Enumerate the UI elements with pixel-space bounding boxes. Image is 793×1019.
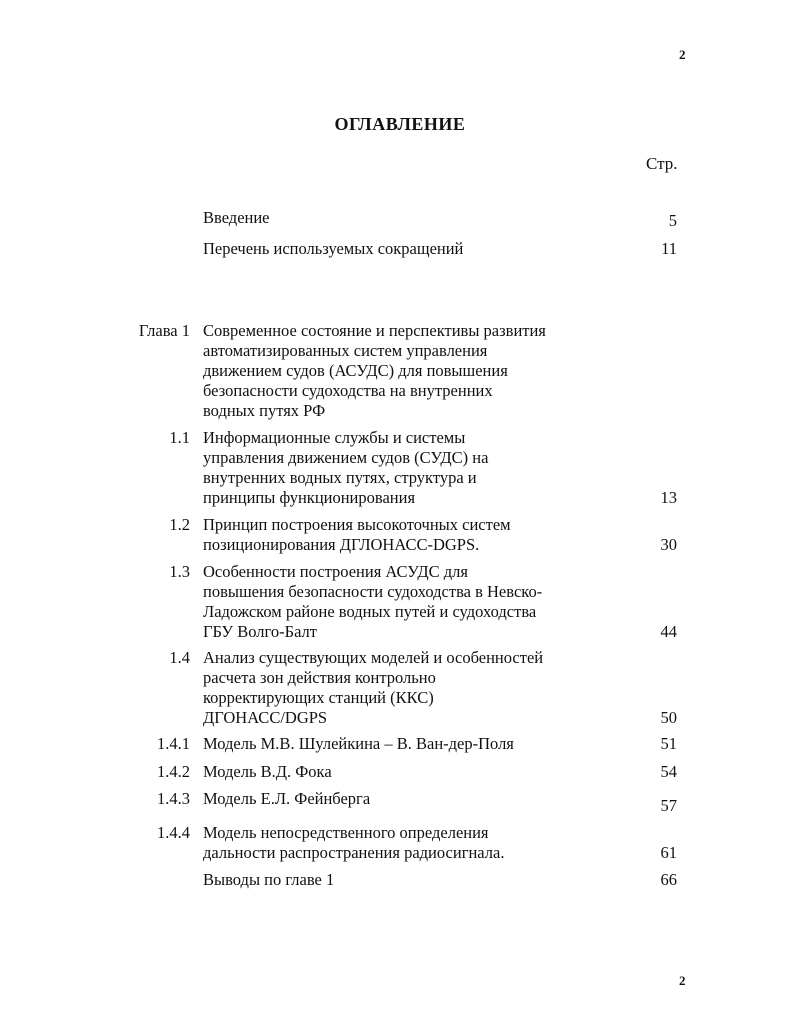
toc-entry-page: 61 bbox=[660, 843, 677, 862]
page-number-top: 2 bbox=[679, 47, 686, 62]
page-column-label: Стр. bbox=[646, 154, 678, 173]
toc-entry-page: 50 bbox=[660, 708, 677, 727]
toc-entry-title-line: движением судов (АСУДС) для повышения bbox=[203, 361, 508, 380]
toc-entry-number: 1.1 bbox=[169, 428, 190, 447]
toc-entry-title-line: расчета зон действия контрольно bbox=[203, 668, 436, 687]
toc-entry-number: Глава 1 bbox=[138, 321, 190, 340]
toc-entry-page: 13 bbox=[660, 488, 677, 507]
toc-entry-number: 1.4.1 bbox=[157, 734, 190, 753]
toc-entry-page: 11 bbox=[661, 239, 677, 258]
toc-entry-page: 30 bbox=[660, 535, 677, 554]
page-number-bottom: 2 bbox=[679, 973, 686, 988]
toc-entry-number: 1.4.3 bbox=[157, 789, 190, 808]
toc-entry-page: 54 bbox=[660, 762, 677, 781]
toc-entry-title-line: водных путях РФ bbox=[203, 401, 326, 420]
toc-entry-title-line: повышения безопасности судоходства в Невско- bbox=[203, 582, 543, 601]
toc-entry-page: 44 bbox=[660, 622, 677, 641]
page-title: ОГЛАВЛЕНИЕ bbox=[334, 114, 466, 134]
toc-entry-number: 1.4.2 bbox=[157, 762, 190, 781]
toc-entry-page: 5 bbox=[668, 211, 677, 230]
toc-entry-title-line: внутренних водных путях, структура и bbox=[203, 468, 477, 487]
toc-entry-title-line: безопасности судоходства на внутренних bbox=[203, 381, 493, 400]
toc-entry-number: 1.4.4 bbox=[157, 823, 190, 842]
toc-entry-title-line: Информационные службы и системы bbox=[203, 428, 466, 447]
toc-entry-title-line: Ладожском районе водных путей и судоходства bbox=[203, 602, 537, 621]
toc-entry-title-line: Особенности построения АСУДС для bbox=[203, 562, 468, 581]
toc-entry-title-line: Модель Е.Л. Фейнберга bbox=[203, 789, 371, 808]
toc-entry-number: 1.2 bbox=[169, 515, 190, 534]
toc-entry-title-line: Современное состояние и перспективы развития bbox=[203, 321, 546, 340]
toc-entry-title-line: Введение bbox=[203, 208, 270, 227]
toc-entry-title-line: ГБУ Волго-Балт bbox=[203, 622, 318, 641]
toc-entry-title-line: ДГОНАСС/DGPS bbox=[203, 708, 328, 727]
toc-entry-title-line: Анализ существующих моделей и особенностей bbox=[203, 648, 544, 667]
toc-entry-number: 1.3 bbox=[169, 562, 190, 581]
toc-entry-title-line: корректирующих станций (ККС) bbox=[203, 688, 434, 707]
toc-entry-title-line: Перечень используемых сокращений bbox=[203, 239, 464, 258]
toc-entry-page: 66 bbox=[660, 870, 677, 889]
toc-entry-title-line: Модель В.Д. Фока bbox=[203, 762, 332, 781]
toc-entry-title-line: автоматизированных систем управления bbox=[203, 341, 488, 360]
toc-entry-title-line: Модель непосредственного определения bbox=[203, 823, 489, 842]
toc-entry-title-line: принципы функционирования bbox=[203, 488, 416, 507]
toc-entry-title-line: Выводы по главе 1 bbox=[203, 870, 335, 889]
toc-entry-title-line: дальности распространения радиосигнала. bbox=[203, 843, 505, 862]
toc-entry-title-line: Принцип построения высокоточных систем bbox=[203, 515, 511, 534]
toc-entry-page: 57 bbox=[660, 796, 677, 815]
toc-entry-title-line: позиционирования ДГЛОНАСС-DGPS. bbox=[203, 535, 480, 554]
toc-entry-number: 1.4 bbox=[169, 648, 190, 667]
toc-entry-page: 51 bbox=[660, 734, 677, 753]
toc-entry-title-line: Модель М.В. Шулейкина – В. Ван-дер-Поля bbox=[203, 734, 514, 753]
toc-entry-title-line: управления движением судов (СУДС) на bbox=[203, 448, 489, 467]
